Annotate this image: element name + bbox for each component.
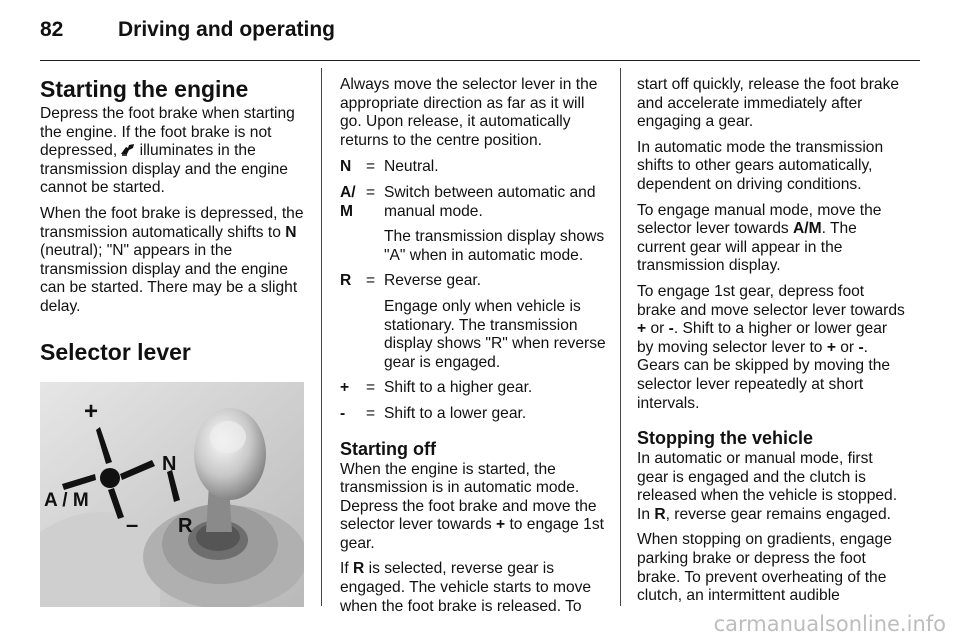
label-am: A / M: [44, 489, 89, 511]
column-1: [40, 76, 305, 607]
column-2: [340, 76, 606, 623]
paragraph: When the engine is started, the transmission is in automatic mode. Depress the foot brake and move the selector lever towards + to engage 1st gear.: [340, 460, 604, 552]
paragraph: In R, reverse gear remains engaged.: [637, 505, 891, 523]
definition-row: N = Neutral.: [340, 158, 439, 176]
heading-selector-lever: Selector lever: [40, 338, 191, 365]
section-title: Driving and operating: [118, 18, 336, 41]
paragraph: Depress the foot brake when starting the engine. If the foot brake is not depressed, illuminates in the transmission display and the engine cannot be started.: [40, 105, 295, 197]
heading-starting-off: Starting off: [340, 438, 436, 459]
paragraph: start off quickly, release the foot brake and accelerate immediately after engaging a gear.: [637, 76, 900, 131]
page-header: [40, 16, 920, 61]
definition-row: R = Reverse gear. Engage only when vehicle is stationary. The transmission display shows "R" when reverse gear is engaged.: [340, 272, 606, 371]
definition-term: R: [340, 272, 352, 290]
label-n: N: [162, 452, 177, 475]
label-minus: –: [126, 511, 139, 537]
paragraph: Always move the selector lever in the appropriate direction as far as it will go. Upon release, it automatically returns to the centre position.: [340, 76, 598, 149]
label-plus: +: [84, 397, 99, 425]
paragraph: In automatic mode the transmission shifts to other gears automatically, dependent on driving conditions.: [637, 138, 884, 193]
paragraph: In automatic or manual mode, first gear is engaged and the clutch is released when the vehicle is stopped.: [637, 450, 898, 505]
definition-row: + = Shift to a higher gear.: [340, 379, 533, 397]
selector-lever-figure: [40, 382, 304, 607]
heading-starting-engine: Starting the engine: [40, 76, 249, 102]
definition-row: A/ M = Switch between automatic and manual mode. The transmission display shows "A" when in automatic mode.: [340, 183, 605, 264]
watermark: carmanualsonline.info: [713, 612, 946, 636]
label-r: R: [178, 514, 193, 537]
selector-lever-illustration: [40, 382, 304, 607]
definition-list: [340, 158, 606, 423]
foot-brake-icon: [120, 143, 135, 156]
paragraph: To engage manual mode, move the selector lever towards A/M. The current gear will appear in the transmission display.: [637, 201, 882, 275]
definition-term: N: [340, 158, 352, 176]
column-3: [637, 76, 905, 613]
paragraph: If R is selected, reverse gear is engaged. The vehicle starts to move when the foot brake is released. To: [340, 560, 592, 615]
definition-row: - = Shift to a lower gear.: [340, 404, 527, 422]
paragraph: When stopping on gradients, engage parking brake or depress the foot brake. To prevent overheating of the clutch, an intermittent audible: [637, 531, 892, 605]
column-divider: [620, 68, 621, 606]
paragraph: To engage 1st gear, depress foot brake and move selector lever towards + or -. Shift to a higher or lower gear by moving selector lever to + or -. Gears can be skipped by moving the selector lever repeatedly at short intervals.: [637, 282, 905, 412]
page-number: 82: [40, 18, 64, 41]
definition-term: +: [340, 379, 350, 397]
column-divider: [321, 68, 322, 606]
definition-term: -: [340, 404, 346, 422]
paragraph: When the foot brake is depressed, the transmission automatically shifts to N (neutral); "N" appears in the transmission display and the engine can be started. There may be a slight delay.: [40, 204, 304, 315]
heading-stopping-vehicle: Stopping the vehicle: [637, 428, 814, 449]
definition-term: A/ M: [340, 183, 356, 220]
